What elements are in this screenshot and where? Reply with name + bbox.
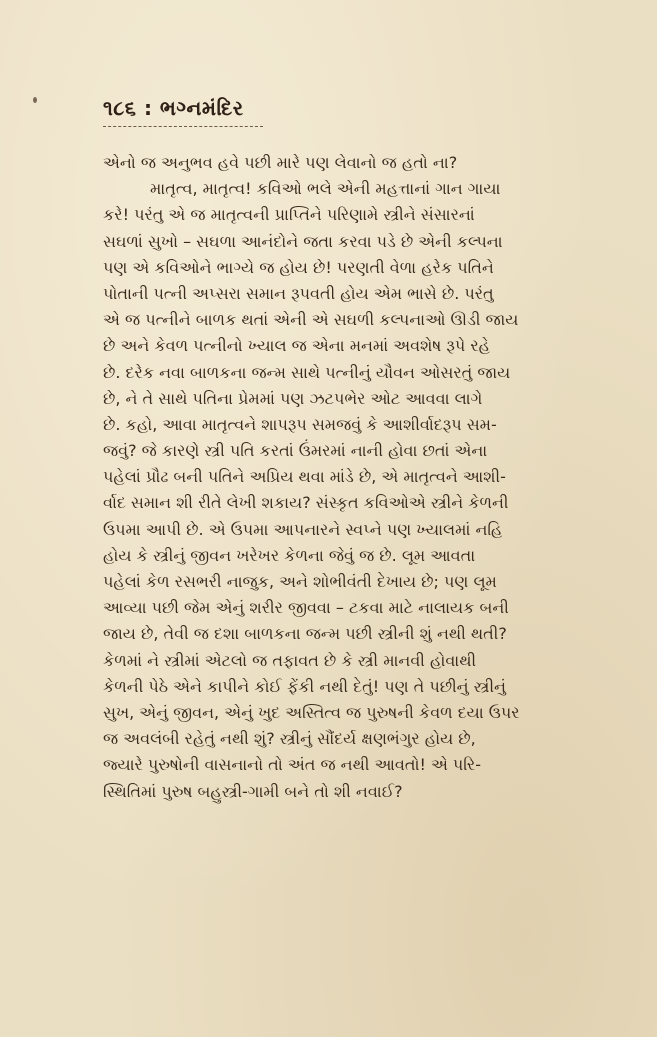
text-line: જાય છે, તેવી જ દશા બાળકના જન્મ પછી સ્ત્રીની શું નથી થતી? — [103, 624, 507, 644]
text-line: પહેલાં પ્રૌઢ બની પતિને અપ્રિય થવા માંડે છે, એ માતૃત્વને આશી- — [103, 467, 506, 487]
text-line: કેળની પેઠે એને કાપીને કોઈ ફેંકી નથી દેતું! પણ તે પછીનું સ્ત્રીનું — [103, 676, 506, 696]
text-line: છે અને કેવળ પત્નીનો ખ્યાલ જ એના મનમાં અવશેષ રૂપે રહે — [103, 336, 491, 356]
text-line: એ જ પત્નીને બાળક થતાં એની એ સઘળી કલ્પનાઓ ઊડી જાય — [103, 310, 519, 330]
text-line: ઉપમા આપી છે. એ ઉપમા આપનારને સ્વપ્ને પણ ખ્યાલમાં નહિ — [103, 519, 503, 539]
body-text — [103, 150, 617, 805]
text-line: ર્વાદ સમાન શી રીતે લેખી શકાય? સંસ્કૃત કવિઓએ સ્ત્રીને કેળની — [103, 493, 509, 513]
text-line: જ્યારે પુરુષોની વાસનાનો તો અંત જ નથી આવતો! એ પરિ- — [103, 755, 481, 775]
ink-speck — [33, 97, 37, 103]
text-line: જ અવલંબી રહેતું નથી શું? સ્ત્રીનું સૌંદર્ય ક્ષણભંગુર હોય છે, — [103, 729, 476, 749]
text-line: પણ એ કવિઓને ભાગ્યે જ હોય છે! પરણતી વેળા હરેક પતિને — [103, 257, 494, 277]
text-line: સુખ, એનું જીવન, એનું ખુદ અસ્તિત્વ જ પુરુષની કેવળ દયા ઉપર — [103, 702, 520, 722]
text-line: કરે! પરંતુ એ જ માતૃત્વની પ્રાપ્તિને પરિણામે સ્ત્રીને સંસારનાં — [103, 205, 475, 225]
text-line: કેળમાં ને સ્ત્રીમાં એટલો જ તફાવત છે કે સ્ત્રી માનવી હોવાથી — [103, 650, 477, 670]
text-line: સઘળાં સુખો – સઘળા આનંદોને જતા કરવા પડે છે એની કલ્પના — [103, 231, 503, 251]
text-line: છે. કહો, આવા માતૃત્વને શાપરૂપ સમજવું કે આશીર્વાદરૂપ સમ- — [103, 414, 497, 434]
text-line: સ્થિતિમાં પુરુષ બહુસ્ત્રી-ગામી બને તો શી નવાઈ? — [103, 781, 403, 801]
text-line: જવું? જે કારણે સ્ત્રી પતિ કરતાં ઉંમરમાં નાની હોવા છતાં એના — [103, 441, 488, 461]
text-line: છે, ને તે સાથે પતિના પ્રેમમાં પણ ઝટપભેર ઓટ આવવા લાગે — [103, 388, 483, 408]
header-rule — [103, 126, 263, 127]
text-line: માતૃત્વ, માતૃત્વ! કવિઓ ભલે એની મહત્તાનાં ગાન ગાયા — [150, 179, 501, 199]
text-line: હોય કે સ્ત્રીનું જીવન ખરેખર કેળના જેવું જ છે. લૂમ આવતા — [103, 545, 476, 565]
text-line: આવ્યા પછી જેમ એનું શરીર જીવવા – ટકવા માટે નાલાયક બની — [103, 598, 509, 618]
text-line: છે. દરેક નવા બાળકના જન્મ સાથે પત્નીનું યૌવન ઓસરતું જાય — [103, 362, 511, 382]
page-header: ૧૮૬ : ભગ્નમંદિર — [103, 96, 244, 120]
text-line: પોતાની પત્ની અપ્સરા સમાન રૂપવતી હોય એમ ભાસે છે. પરંતુ — [103, 283, 494, 303]
text-line: પહેલાં કેળ રસભરી નાજુક, અને શોભીવંતી દેખાય છે; પણ લૂમ — [103, 572, 497, 591]
text-line: એનો જ અનુભવ હવે પછી મારે પણ લેવાનો જ હતો ના? — [103, 153, 458, 172]
